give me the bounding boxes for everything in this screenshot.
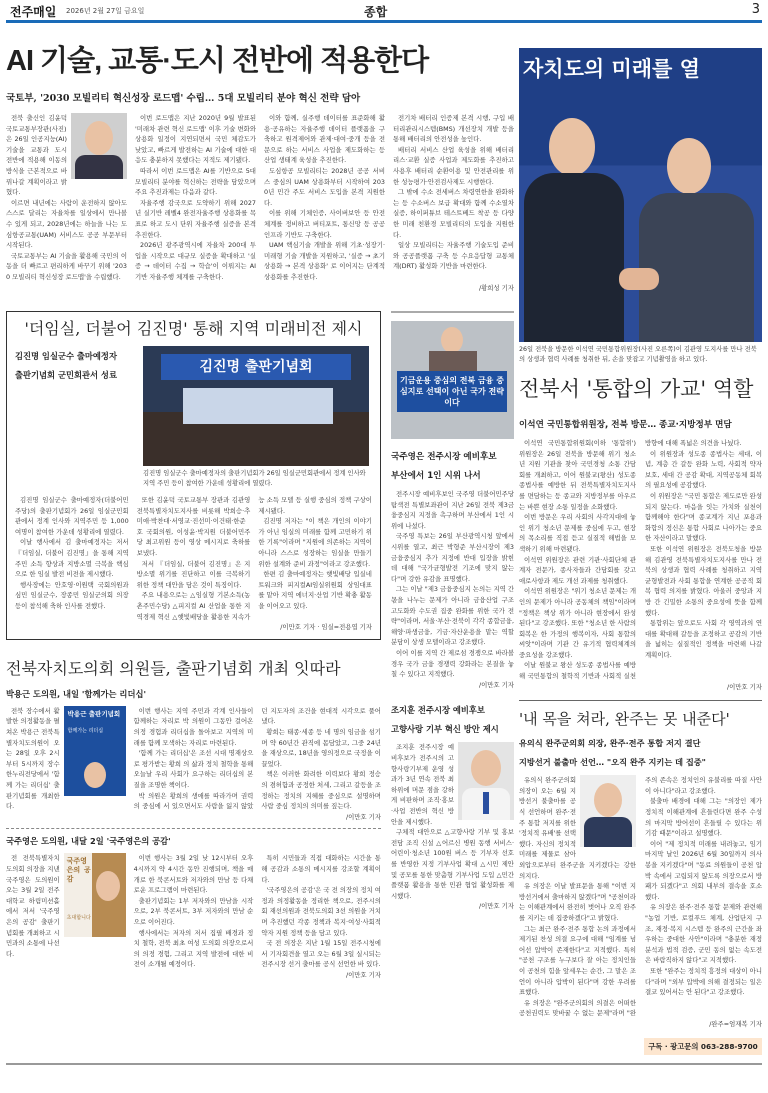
kook-body: [391, 489, 514, 680]
park-book-title: 박용근 출판기념회: [67, 709, 121, 718]
photo-banner-text: 자치도의 미래를 열: [523, 57, 700, 81]
imsil-subhead-2: 출판기념회 군민회관서 성료: [15, 370, 117, 381]
kookju-book-cover: [64, 853, 126, 937]
middle-column: [391, 311, 514, 912]
park-byline: /이만호 기자: [345, 812, 381, 821]
minister-photo: [71, 113, 127, 179]
page-header: [0, 0, 768, 26]
paragraph: 전북 출신인 김윤덕 국토교통부장관(사진)은 26일 인공지능(AI) 기술을 교통과 도시 전반에 적용해 이동의 방식을 근본적으로 바꿔나갈 계획이라고 밝혔다.: [6, 114, 67, 197]
paragraph: 이 위원장과 성도종 종법사는 세대, 이념, 계층 간 갈등 완화 노력, 사회적 약자 보호, 세대 간 공감 확대, 지역공동체 회복의 필요성에 공감했다.: [645, 449, 762, 490]
paragraph: 책은 이러한 화려한 이력보다 황희 정승의 겸허함과 공정한 처세, 그리고 갈등을 조정하는 정치의 지혜를 중심으로 설명하며 사람 중심 정치의 의미를 짚는다.: [261, 770, 381, 811]
page-number: 3: [751, 2, 760, 17]
lead-subhead: 국토부, '2030 모빌리티 혁신성장 로드맵' 수립… 5대 모빌리티 분야 혁신 전략 담아: [6, 93, 361, 104]
protest-sign: 기금운용 중심의 전북 금융 중심지로 선택이 아닌 국가 전략이다: [397, 371, 507, 412]
lead-byline: /황희성 기자: [478, 283, 514, 292]
masthead: 전주매일: [10, 5, 57, 19]
imsil-byline: /이만호 기자 · 임실=전용엽 기자: [280, 623, 372, 632]
paragraph: 행사장에는 안호영·이원택 국회의원과 심민 임실군수, 장종민 임실군의회 의장 등이 참석해 축하 인사를 전했다.: [15, 580, 129, 611]
divider: [391, 311, 514, 313]
wanju-photo: [580, 775, 636, 847]
paragraph: 또한 김윤덕 국토교통부 장관과 김관영 전북특별자치도지사를 비롯해 박희승·추미애·박찬대·서영교·진선미·이건태·한준호 국회의원, 이성윤·박지원 더불어민주당 최고위원 등이 영상 메시지로 축하를 보냈다.: [136, 496, 251, 558]
paragraph: 한편 김 출마예정자는 햇빛배당 입실네트워크와 피지컬AI임실위원회 상임대표를 맡아 지역 에너지·산업 기반 확충 활동을 이어오고 있다.: [258, 570, 372, 611]
wanju-headline: '내 목을 쳐라, 완주는 못 내준다': [519, 710, 730, 729]
unity-subhead: 이석연 국민통합위원장, 전북 방문… 종교·지방정부 면담: [519, 420, 732, 430]
paragraph: 그는 이날 "제3 금융중심지 논의는 지역 간 몫을 나누는 문제가 아니라 금융산업 구조 고도화와 수도권 집중 완화를 위한 국가 전략"이라며, 서울·부산·전북이 각각 종합금융, 해양·파생금융, 기금·자산운용을 맡는 역할 분담이 상생 모델이라고 강조했다.: [391, 585, 514, 647]
paragraph: 행사에서는 저자의 저서 집필 배경과 정치 철학, 전북 최초 여성 도의회 의장으로서의 의정 경험, 그리고 지역 발전에 대한 비전이 소개될 예정이다.: [133, 928, 254, 969]
paragraph: 유의식 완주군의회 의장이 오는 6월 지방선거 불출마를 공식 선언하며 완주·전주 통합 저지를 위한 '정치적 유배'를 선택했다. 자신의 정치적 미래를 제물로 삼아 외압으로부터 완주군을 지키겠다는 강한 의지다.: [519, 776, 636, 880]
paragraph: 이를 위해 기체인증, 사이버보안 등 안전체계를 정비하고 버티포트, 통신망 등 공공 인프라 기반도 구축한다.: [264, 209, 385, 239]
paragraph: 전 전북특별자치도의회 의장을 지낸 국주영은 도의원이 오는 3월 2일 전주대학교 하림미션홀에서 저서 '국주영은의 공감' 출판기념회를 개최하고 시민과의 소통에 나선다.: [6, 854, 60, 958]
paragraph: 이 위원장은 "국민 통합은 제도로만 완성되지 않는다. 마음을 잇는 가치와 실천이 함께해야 한다"며 종교계가 지닌 포용과 화합의 정신은 통합 사회로 나아가는 중요한 자산이라고 말했다.: [645, 491, 762, 543]
paragraph: 전북 장수에서 활발한 의정활동을 펼쳐온 박용근 전북특별자치도의원이 오는 28일 오후 2시부터 5시까지 장수한누리전당에서 '함께 가는 리더십' 출판기념회를 개최한다.: [6, 706, 60, 811]
paragraph: 이석연 국민통합위원회(이하 '통합위') 위원장은 26일 전북을 방문해 위기 청소년 지원 기관을 찾아 국민경청 소통 간담회를 개최하고, 이어 원불교(왕산) 성도종 종법사를 예방한 뒤 전북특별자치도지사를 면담하는 등 종교와 지방정부를 아우르는 바쁜 현장 소통 일정을 소화했다.: [519, 439, 636, 511]
paragraph: 구체적 대안으로 △고향사랑 기부 및 홍보 전담 조직 신설 △어르신 병원 동행 서비스·어린이·청소년 100원 버스 등 기부자 선호를 반영한 지정 기부사업 확대 △시민 제안 및 공모를 통한 맞춤형 기부사업 도입 △민간 플랫폼 활용을 통한 민관 협업 활성화를 제시했다.: [391, 828, 514, 900]
paragraph: 이날 원불교 왕산 성도종 종법사를 예방해 국민통합의 철학적 기반과 사회적 실천 방향에 대해 폭넓은 의견을 나눴다.: [519, 439, 742, 681]
paragraph: 유 의장은 완주·전주 통합 문제와 관련해 "농업 기반, 로컬푸드 체계, 산업단지 구조, 재정·복지 시스템 등 완주의 근간을 좌우하는 중대한 사안"이라며 "충분한 재정 분석과 법적 검증, 군민 동의 없는 속도전은 바람직하지 않다"고 지적했다.: [645, 903, 762, 965]
subscription-ad: 구독 · 광고문의 063-288-9700: [644, 1038, 762, 1055]
paragraph: 유 의장은 "완주군의회의 의결은 어떠한 공천권력도 맞바꿀 수 없는 문제"라며 "완주의 존속은 정치인의 유불리를 따질 사안이 아니다"라고 강조했다.: [519, 776, 762, 1018]
lead-headline: AI 기술, 교통·도시 전반에 적용한다: [6, 45, 429, 77]
cho-headline-2: 고향사랑 기부 혁신 방안 제시: [391, 724, 499, 735]
imsil-body: [15, 495, 372, 622]
paragraph: 또한 이석연 위원장은 전북도청을 방문해 김관영 전북특별자치도지사를 만나 전북의 상생과 협력 사례를 청취하고 지역 균형발전과 사회 통합을 연계한 공공적 회복 협력 의지를 밝혔다. 아울러 중앙과 지방 간 긴밀한 소통의 중요성에 뜻을 함께했다.: [645, 544, 762, 617]
left-sub-column: [6, 311, 381, 980]
paragraph: 황희는 태종·세종 등 네 명의 임금을 섬기며 약 60년간 관직에 몸담았고, 그중 24년을 재상으로, 18년을 영의정으로 국정을 이끌었다.: [261, 728, 381, 768]
unity-body: [519, 438, 762, 682]
park-book-cover: [64, 706, 126, 796]
imsil-headline: '더임실, 더불어 김진명' 통해 지역 미래비전 제시: [24, 319, 363, 339]
header-rule: [6, 20, 762, 23]
paragraph: 도심항공 모빌리티는 2028년 공공 서비스 중심의 UAM 상용화부터 시작하여 2030년 민간 주도 서비스 도입을 본격 지원한다.: [264, 166, 385, 207]
paragraph: 불출마 배경에 대해 그는 "의장인 제가 정치적 이해관계에 흔들린다면 완주 수성의 마지막 방어선이 흔들릴 수 있다는 위기감 때문"이라고 설명했다.: [645, 797, 762, 838]
protest-photo: [391, 321, 514, 439]
footer-rule: [6, 1063, 762, 1065]
paragraph: 따라서 이번 로드맵은 AI를 기반으로 5대 모빌리티 분야를 혁신하는 전략을 담았으며 주요 추진과제는 다음과 같다.: [135, 166, 256, 197]
kookju-subhead: 국주영은 도의원, 내달 2일 '국주영은의 공감': [6, 836, 171, 847]
imsil-caption: 김진명 임실군수 출마예정자의 출판기념회가 26일 임실군민회관에서 정계 인사와 지역 주민 등이 참여한 가운데 성황리에 열렸다.: [143, 470, 366, 488]
unity-byline: /이만호 기자: [726, 682, 762, 691]
kook-byline: /이만호 기자: [478, 680, 514, 689]
paragraph: 전주시장 예비후보인 국주영 더불어민주당 탐색전 특별보좌관이 지난 26일 전북 제3금융중심지 지정을 촉구하며 부산에서 1인 시위에 나섰다.: [391, 490, 514, 530]
paragraph: 특히 시민들과 직접 대화하는 시간을 통해 공감과 소통의 메시지를 강조할 계획이다.: [261, 854, 381, 884]
paragraph: 이르면 내년에는 사람이 운전하지 않아도 스스로 달리는 자율차를 일상에서 만나볼 수 있게 되고, 2028년에는 하늘을 나는 도심항공교통(UAM) 서비스도 공공 부문부터 시작된다.: [6, 198, 127, 250]
paragraph: 이석연 위원장은 "위기 청소년 문제는 개인의 문제가 아니라 공동체의 책임"이라며 "정책은 책상 위가 아니라 현장에서 완성된다"고 강조했다. 또한 "청소년 한 사람의 회복은 한 가정의 행복이자, 사회 통합의 씨앗"이라며 기관 간 유기적 협력체계의 중요성을 강조했다.: [519, 587, 636, 659]
paragraph: 박 의원은 황희의 생애를 따라가며 권력의 중심에 서 있으면서도 사람을 잃지 않았던 지도자의 조건을 현대적 시각으로 풀어냈다.: [133, 706, 381, 811]
council-headline: 전북자치도의회 의원들, 출판기념회 개최 잇따라: [6, 658, 341, 678]
paragraph: 국토교통부는 AI 기술을 활용해 국민의 이동을 더 빠르고 편리하게 바꾸기 위해 '2030 모빌리티 혁신성장 로드맵'을 수립했다.: [6, 251, 127, 281]
wanju-byline: /완주=엄재복 기자: [709, 1019, 762, 1028]
paragraph: 유 의장은 이날 발표문을 통해 "이번 지방선거에서 출마하지 않겠다"며 "공천이라는 이해관계에서 완전히 벗어나 오직 완주를 지키는 데 집중하겠다"고 밝혔다.: [519, 882, 636, 922]
left-area: [6, 26, 514, 980]
section-name: 종합: [364, 5, 388, 19]
paragraph: 김진명 저자는 "이 책은 개인의 이야기가 아닌 임실의 미래를 함께 고민하기 위한 기록"이라며 "지원에 의존하는 지역이 아니라 스스로 성장하는 임실을 만들기 위한 설계와 준비 과정"이라고 강조했다.: [258, 517, 372, 568]
kookju-book-subtitle: 초대합니다: [66, 915, 91, 922]
cho-body: [391, 742, 514, 901]
paragraph: '함께 가는 리더십'은 조선 시대 명재상으로 평가받는 황희 의 삶과 정치 철학을 통해 오늘날 우리 사회가 요구하는 리더십의 본질을 조명한 책이다.: [133, 749, 254, 789]
paragraph: '국주영은의 공감'은 국 전 의장의 정치 여정과 의정활동을 정리한 책으로, 전주시의회 재선의원과 전북도의회 3선 의원을 거치며 추진했던 각종 정책과 복지·여성·사회적 약자 지원 정책 등을 담고 있다.: [261, 886, 381, 937]
event-banner: 김진명 출판기념회: [161, 354, 351, 380]
kookju-body: [6, 853, 381, 970]
kook-headline-2: 부산에서 1인 시위 나서: [391, 471, 481, 482]
paragraph: 그 밖에 수소 전세버스 차령연한을 완화하는 등 수소버스 보급 확대와 함께 수소열차 실증, 하이퍼튜브 테스트베드 착공 등 다양한 미래 친환경 모빌리티의 도입을 지원한다.: [393, 188, 514, 239]
divider: [6, 828, 381, 829]
paragraph: 이어 "제 정치적 미래를 내려놓고, 임기 마지막 날인 2026년 6월 30일까지 의사봉을 지키겠다"며 "동료 의원들이 공천 압박 속에서 고립되지 않도록 의장으로서 방패가 되겠다"고 의회 내부의 결속을 호소했다.: [645, 839, 762, 901]
divider: [519, 700, 762, 701]
kookju-book-title: 국주영은의 공감: [66, 857, 91, 884]
paragraph: 이석연 위원장은 관련 기관·사회단체 관계자 전문가, 종사자들과 간담회를 갖고 애로사항과 제도 개선 과제를 청취했다.: [519, 555, 636, 585]
paragraph: 출판기념회는 1부 저자와의 만남을 시작으로, 2부 북콘서트, 3부 저자와의 만남 순으로 이어진다.: [133, 896, 254, 926]
paragraph: 그는 최근 완주·전주 통합 논의 과정에서 제기된 찬성 의결 요구에 대해 "임계를 넘어선 압박이 존재한다"고 지적했다. 특히 "공천 구조를 누구보다 잘 아는 정치인들이 공천의 힘을 앞세우는 순간, 그 말은 조언이 아니라 압박이 된다"며 강한 우려를 표했다.: [519, 924, 636, 997]
paragraph: 조지훈 전주시장 예비후보가 전주시의 고향사랑기부제 운영 성과가 3년 연속 전북 최하위에 머문 점을 강하게 비판하며 조직·홍보·사업 전반의 혁신 방안을 제시했다.: [391, 743, 454, 826]
unity-headline: 전북서 '통합의 가교' 역할: [519, 377, 754, 401]
park-subhead: 박용근 도의원, 내일 '함께가는 리더십': [6, 688, 147, 699]
unity-caption: 26일 전북을 방문한 이석연 국민통합위원장(사진 오른쪽)이 김관영 도지사를 만나 전북의 상생과 협력 사례를 청취한 뒤, 손을 맞잡고 기념촬영을 하고 있다.: [519, 346, 757, 363]
paragraph: 이와 함께, 실주행 데이터를 표준화해 활용·공유하는 자율주행 데이터 플랫폼을 구축하고 원격제어와 관제·대여·중개 등을 전문으로 하는 서비스 사업을 제도화하는 등 산업 생태계 육성을 추진한다.: [264, 114, 385, 165]
imsil-article-box: [6, 311, 381, 640]
paragraph: 이번 행사는 3월 2일 낮 12시부터 오후 4시까지 약 4시간 동안 진행되며, 책을 매개로 한 북콘서트와 저자와의 만남 등 다채로운 프로그램이 마련된다.: [133, 854, 254, 895]
kookju-byline: /이만호 기자: [345, 970, 381, 979]
paragraph: 주요 내용으로는 △임실형 기본소득(농촌주민수당) △피지컬 AI 산업을 통한 지역경제 혁신 △햇빛배당을 활용한 지속가능 소득 모델 등 실행 중심의 정책 구상이 제시됐다.: [136, 496, 372, 621]
wanju-subhead-2: 지방선거 불출마 선언… "오직 완주 지키는 데 집중": [519, 757, 706, 768]
paragraph: 국 전 의장은 지난 1월 15일 전주시청에서 기자회견을 열고 오는 6월 3일 실시되는 전주시장 선거 출마를 공식 선언한 바 있다.: [261, 939, 381, 969]
paragraph: 또한 "완주는 정치적 흥정의 대상이 아니다"라며 "외부 압박에 의해 결정되는 일은 결코 있어서는 안 된다"고 강조했다.: [645, 966, 762, 997]
paragraph: 배터리 서비스 산업 육성을 위해 배터리 리스·교환 실증 사업과 제도화를 추진하고 사용후 배터리 순환이용 및 안전관리를 위한 성능평가·안전검사제도 시행한다.: [393, 145, 514, 186]
page-body: [6, 26, 762, 1055]
paragraph: 김진명 임실군수 출마예정자(더불어민주당)의 출판기념회가 26일 임실군민회관에서 정계 인사와 지역주민 등 1,000여명이 참여한 가운데 성황리에 열렸다.: [15, 496, 129, 536]
paragraph: 이어 이를 지역 간 제로섬 경쟁으로 바라볼 경우 국가 금융 경쟁력 강화라는 본질을 놓칠 수 있다고 지적했다.: [391, 649, 514, 679]
paragraph: 통합위는 앞으로도 사회 각 영역과의 연대를 확대해 갈등을 조정하고 공감의 기반을 넓히는 실질적인 정책을 마련해 나갈 계획이다.: [645, 619, 762, 659]
paragraph: 이번 로드맵은 지난 2020년 9월 발표된 '미래차 관련 혁신 로드맵' 이후 기술 변화와 상용화 일정이 지연되면서 국민 체감도가 낮았고, 빠르게 발전하는 AI 기술에 대한 대응도 충분하지 못했다는 지적도 제기됐다.: [135, 114, 256, 165]
cho-byline: /이만호 기자: [478, 902, 514, 911]
wanju-body: [519, 775, 762, 1019]
paragraph: 저서 『더임실, 더불어 김진명』은 지방소멸 위기를 진단하고 이를 극복하기 위한 정책 대안을 담은 것이 특징이다.: [136, 559, 251, 589]
park-book-subtitle: 함께가는 리더십: [67, 727, 104, 734]
paragraph: 자율주행 감국으로 도약하기 위해 2027년 실기반 레벨4 완전자율주행 상용화를 목표로 하고 도시 단위 자율주행 실증을 본격 추진한다.: [135, 198, 256, 239]
paragraph: 국주영 특보는 26일 부산광역시청 앞에서 시위를 열고, 최근 박형준 부산시장이 제3 금융중심지 추가 지정에 반대 입장을 밝힌 데 대해 "국가균형발전 기조에 맞지 않는다"며 강한 유감을 표명했다.: [391, 532, 514, 583]
lead-body: [6, 113, 514, 283]
paragraph: 전기차 배터리 인증제 본격 시행, 구입 배터리관리시스템(BMS) 개선장치 개발 등을 통해 배터리의 안전성을 높인다.: [393, 114, 514, 144]
cho-headline-1: 조지훈 전주시장 예비후보: [391, 705, 485, 716]
paragraph: 이번 행사는 지역 주민과 각계 인사들이 함께하는 자리로 박 의원이 그동안 걸어온 의정 경험과 리더십을 돌아보고 지역의 미래를 함께 모색하는 자리로 마련된다.: [133, 706, 254, 747]
paragraph: 2026년 광주광역시에 자율차 200대 투입을 시작으로 대규모 실증을 확대하고 '실증 → 데이터 수집 → 학습'이 이뤄지는 AI 기반 자율주행 체계를 구축한다.: [135, 241, 256, 281]
unity-photo: [519, 48, 762, 342]
paragraph: 이번 방문은 우리 사회의 사각지대에 놓인 위기 청소년 문제를 중심에 두고, 현장의 목소리를 직접 듣고 실질적 해법을 모색하기 위해 마련됐다.: [519, 513, 636, 553]
cho-photo: [458, 742, 514, 820]
imsil-event-photo: [143, 346, 369, 466]
wanju-subhead-1: 유의식 완주군의회 의장, 완주·전주 통합 저지 결단: [519, 738, 701, 749]
kook-headline-1: 국주영은 전주시장 예비후보: [391, 452, 497, 463]
park-body: [6, 706, 381, 812]
paragraph: UAM 핵심기술 개발을 위해 기초·성장기·미래형 기술 개발을 지원하고, '실증 → 초기상용화 → 본격 상용화' 로 이어지는 단계적 상용화를 추진한다.: [264, 241, 385, 281]
imsil-subhead-1: 김진명 임실군수 출마예정자: [15, 351, 117, 362]
paragraph: 이날 행사에서 김 출마예정자는 저서 『더임실, 더불어 김진명』을 통해 지역 주민 소득 향상과 지방소멸 극복을 핵심으로 한 임실 발전 비전을 제시했다.: [15, 538, 129, 579]
issue-date: 2026년 2월 27일 금요일: [66, 7, 145, 15]
paragraph: 일상 모빌리티는 자율주행 기술도입 준비와 공공플랫폼 구축 등 수요응답형 교통체계(DRT) 활성화 기반을 마련한다.: [393, 241, 514, 271]
right-area: [519, 48, 762, 1055]
